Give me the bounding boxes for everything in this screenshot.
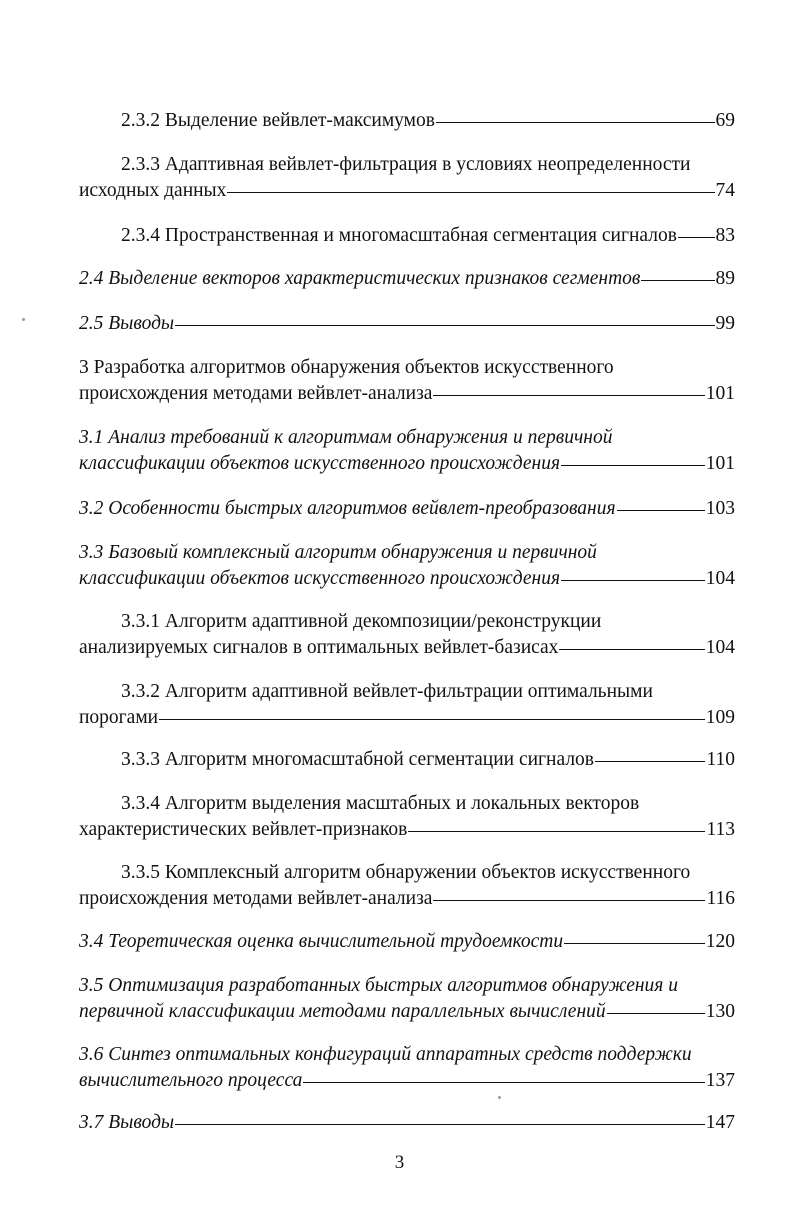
- toc-entry-title-continuation: первичной классификации методами параллельных вычислений: [79, 1001, 606, 1022]
- toc-entry-title: 2.3.2 Выделение вейвлет-максимумов: [121, 110, 435, 131]
- toc-page-number: 113: [706, 819, 735, 840]
- toc-page-number: 99: [715, 313, 735, 334]
- toc-entry-title: 3.1 Анализ требований к алгоритмам обнаружения и первичной: [79, 427, 613, 448]
- toc-entry-title-continuation: классификации объектов искусственного происхождения: [79, 453, 561, 474]
- dot-leader: [175, 1124, 705, 1125]
- toc-page-number: 74: [715, 180, 735, 201]
- toc-entry: [79, 496, 735, 522]
- toc-entry-title-continuation: порогами: [79, 707, 159, 728]
- toc-entry-title-continuation: исходных данных: [79, 180, 227, 201]
- scan-speck: [498, 1096, 501, 1099]
- toc-page-number: 120: [705, 931, 735, 952]
- toc-entry-title: 3.3.2 Алгоритм адаптивной вейвлет-фильтрации оптимальными: [121, 681, 653, 702]
- dot-leader: [433, 395, 704, 396]
- toc-entry: [79, 108, 735, 134]
- toc-page-number: 69: [715, 110, 735, 131]
- dot-leader: [227, 192, 714, 193]
- toc-page-number: 147: [705, 1112, 735, 1133]
- toc-page-number: 101: [705, 453, 735, 474]
- toc-entry: [79, 223, 735, 249]
- toc-entry-title-continuation: характеристических вейвлет-признаков: [79, 819, 408, 840]
- toc-entry-title-continuation: происхождения методами вейвлет-анализа: [79, 383, 433, 404]
- toc-page-number: 101: [705, 383, 735, 404]
- page-number: 3: [394, 1152, 405, 1173]
- dot-leader: [408, 831, 705, 832]
- toc-entry-title: 3.3.1 Алгоритм адаптивной декомпозиции/реконструкции: [121, 611, 602, 632]
- toc-page-number: 130: [705, 1001, 735, 1022]
- dot-leader: [595, 761, 705, 762]
- toc-entry: [79, 747, 735, 773]
- toc-entry-title-continuation: анализируемых сигналов в оптимальных вейвлет-базисах: [79, 637, 559, 658]
- toc-entry-title: 2.5 Выводы: [79, 313, 175, 334]
- toc-entry: [79, 1110, 735, 1136]
- toc-entry-title: 3.2 Особенности быстрых алгоритмов вейвлет-преобразования: [79, 498, 616, 519]
- toc-page-number: 89: [715, 268, 735, 289]
- dot-leader: [564, 943, 705, 944]
- toc-entry-title: 2.3.4 Пространственная и многомасштабная сегментация сигналов: [121, 225, 677, 246]
- dot-leader: [617, 510, 705, 511]
- toc-entry-title-continuation: классификации объектов искусственного происхождения: [79, 568, 561, 589]
- dot-leader: [561, 465, 705, 466]
- dot-leader: [436, 122, 715, 123]
- toc-entry: [79, 609, 735, 661]
- dot-leader: [159, 719, 705, 720]
- toc-entry-title: 3.5 Оптимизация разработанных быстрых алгоритмов обнаружения и: [79, 975, 678, 996]
- toc-entry: [79, 973, 735, 1025]
- toc-entry-title: 3.6 Синтез оптимальных конфигураций аппаратных средств поддержки: [79, 1044, 692, 1065]
- toc-entry: [79, 860, 735, 912]
- scan-speck: [22, 318, 25, 321]
- toc-entry: [79, 679, 735, 731]
- dot-leader: [561, 580, 705, 581]
- toc-entry: [79, 152, 735, 204]
- toc-entry-title: 3 Разработка алгоритмов обнаружения объектов искусственного: [79, 357, 614, 378]
- dot-leader: [303, 1082, 704, 1083]
- dot-leader: [607, 1013, 705, 1014]
- toc-page-number: 103: [705, 498, 735, 519]
- toc-entry-title: 3.4 Теоретическая оценка вычислительной трудоемкости: [79, 931, 564, 952]
- toc-page-number: 110: [706, 749, 735, 770]
- dot-leader: [559, 649, 704, 650]
- toc-entry-title: 2.4 Выделение векторов характеристических признаков сегментов: [79, 268, 641, 289]
- toc-page-number: 104: [705, 637, 735, 658]
- toc-entry: [79, 791, 735, 843]
- toc-entry-title: 3.3.4 Алгоритм выделения масштабных и локальных векторов: [121, 793, 640, 814]
- toc-entry-title: 3.3.3 Алгоритм многомасштабной сегментации сигналов: [121, 749, 595, 770]
- dot-leader: [433, 900, 705, 901]
- dot-leader: [641, 280, 714, 281]
- toc-page-number: 104: [705, 568, 735, 589]
- toc-page-number: 109: [705, 707, 735, 728]
- toc-page-number: 137: [705, 1070, 735, 1091]
- toc-page-number: 83: [715, 225, 735, 246]
- toc-entry-title: 3.7 Выводы: [79, 1112, 175, 1133]
- toc-entry-title: 3.3 Базовый комплексный алгоритм обнаружения и первичной: [79, 542, 597, 563]
- toc-entry: [79, 1042, 735, 1094]
- toc-entry: [79, 929, 735, 955]
- toc-entry: [79, 355, 735, 407]
- toc-entry-title: 3.3.5 Комплексный алгоритм обнаружении объектов искусственного: [121, 862, 691, 883]
- toc-entry-title-continuation: происхождения методами вейвлет-анализа: [79, 888, 433, 909]
- toc-entry: [79, 266, 735, 292]
- dot-leader: [175, 325, 714, 326]
- toc-entry: [79, 425, 735, 477]
- toc-entry-title: 2.3.3 Адаптивная вейвлет-фильтрация в условиях неопределенности: [121, 154, 691, 175]
- toc-entry-title-continuation: вычислительного процесса: [79, 1070, 303, 1091]
- toc-page-number: 116: [706, 888, 735, 909]
- toc-entry: [79, 311, 735, 337]
- dot-leader: [678, 237, 715, 238]
- toc-entry: [79, 540, 735, 592]
